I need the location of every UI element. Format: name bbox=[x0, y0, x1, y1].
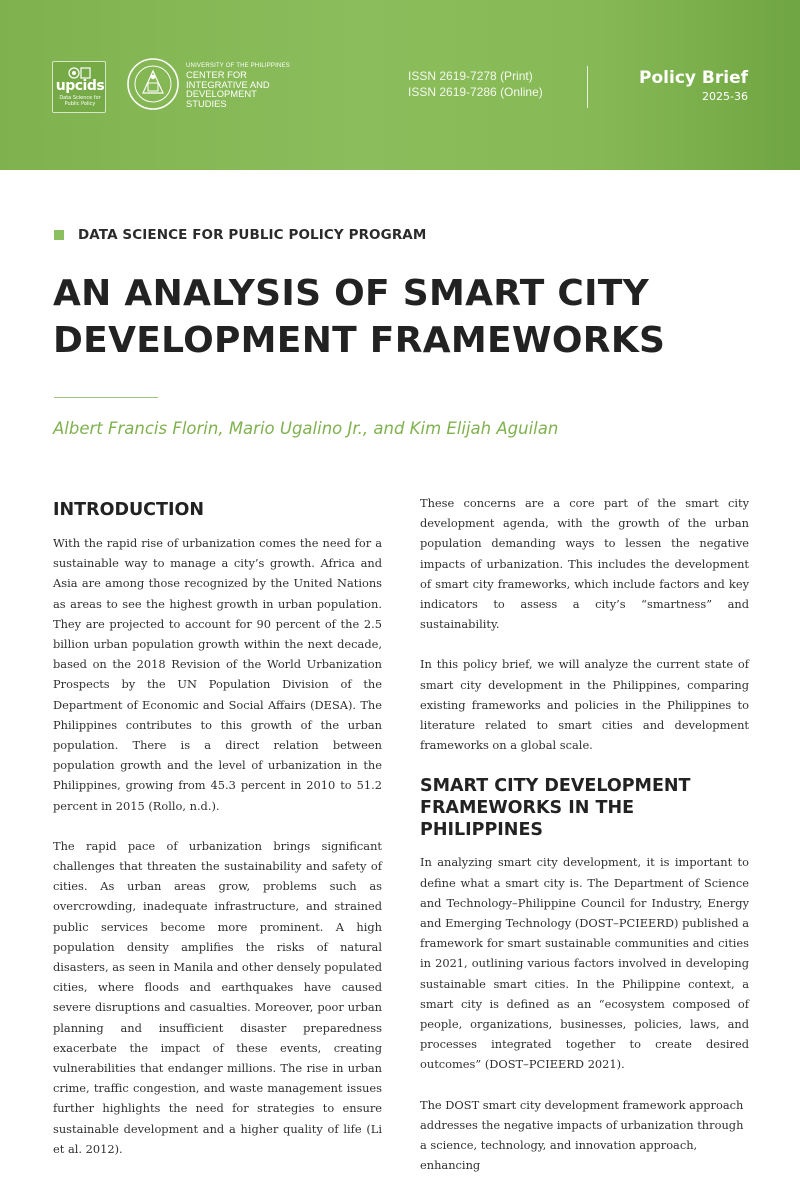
program-label bbox=[54, 227, 426, 243]
logo-word: upcids bbox=[55, 78, 105, 94]
brief-number: 2025-36 bbox=[702, 90, 748, 103]
authors: Albert Francis Florin, Mario Ugalino Jr., and Kim Elijah Aguilan bbox=[53, 419, 559, 438]
header-band bbox=[0, 0, 800, 170]
right-column bbox=[420, 496, 749, 1195]
logo-subtitle: Data Science for Public Policy bbox=[59, 95, 101, 107]
issn-block bbox=[408, 69, 578, 100]
paragraph: The rapid pace of urbanization brings significant challenges that threaten the sustainability and safety of cities. As urban areas grow, problems such as overcrowding, inadequate infrastructure, and strained public services become more prominent. A high population density amplifies the risks of natural disasters, as seen in Manila and other densely populated cities, where floods and earthquakes have caused severe disruptions and casualties. Moreover, poor urban planning and insufficient disaster preparedness exacerbate the impact of these events, creating vulnerabilities that endanger millions. The rise in urban crime, traffic congestion, and waste management issues further highlights the need for strategies to ensure sustainable development and a higher quality of life (Li et al. 2012). bbox=[53, 838, 382, 1156]
program-square-icon bbox=[54, 230, 64, 240]
title-divider bbox=[54, 397, 158, 398]
section-heading-frameworks: SMART CITY DEVELOPMENT FRAMEWORKS IN THE PHILIPPINES bbox=[420, 776, 691, 841]
page-title: AN ANALYSIS OF SMART CITY DEVELOPMENT FRAMEWORKS bbox=[53, 273, 666, 361]
header-divider bbox=[587, 66, 588, 108]
paragraph: In this policy brief, we will analyze the current state of smart city development in the Philippines, comparing existing frameworks and policies in the Philippines to literature related to smart cities and development frameworks on a global scale. bbox=[420, 657, 749, 753]
brief-title: Policy Brief bbox=[639, 68, 748, 88]
paragraph: The DOST smart city development framework approach addresses the negative impacts of urbanization through a science, technology, and innovation approach, enhancing bbox=[420, 1097, 744, 1173]
upcids-logo bbox=[52, 61, 106, 113]
paragraph: These concerns are a core part of the smart city development agenda, with the growth of the urban population demanding ways to lessen the negative impacts of urbanization. This includes the development of smart city frameworks, which include factors and key indicators to assess a city’s “smartness” and sustainability. bbox=[420, 496, 749, 632]
up-seal-icon bbox=[126, 57, 180, 111]
section-heading-introduction: INTRODUCTION bbox=[53, 500, 204, 520]
issn-print: ISSN 2619-7278 (Print) bbox=[408, 69, 533, 83]
policy-brief-block bbox=[639, 68, 748, 104]
university-name: UNIVERSITY OF THE PHILIPPINES bbox=[186, 63, 290, 69]
issn-online: ISSN 2619-7286 (Online) bbox=[408, 84, 543, 99]
paragraph: With the rapid rise of urbanization comes the need for a sustainable way to manage a city’s growth. Africa and Asia are among those recognized by the United Nations as areas to see the highest growth in urban population. They are projected to account for 90 percent of the 2.5 billion urban population growth within the next decade, based on the 2018 Revision of the World Urbanization Prospects by the UN Population Division of the Department of Economic and Social Affairs (DESA). The Philippines contributes to this growth of the urban population. There is a direct relation between population growth and the level of urbanization in the Philippines, growing from 45.3 percent in 2010 to 51.2 percent in 2015 (Rollo, n.d.). bbox=[53, 536, 382, 813]
center-name: CENTER FOR INTEGRATIVE AND DEVELOPMENT STUDIES bbox=[186, 69, 270, 109]
paragraph: In analyzing smart city development, it is important to define what a smart city is. The Department of Science and Technology–Philippine Council for Industry, Energy and Emerging Technology (DOST–PCIEERD) published a framework for smart sustainable communities and cities in 2021, outlining various factors involved in developing sustainable smart cities. In the Philippine context, a smart city is defined as an “ecosystem composed of people, organizations, businesses, policies, laws, and processes integrated together to create desired outcomes” (DOST–PCIEERD 2021). bbox=[420, 855, 749, 1072]
left-column bbox=[53, 499, 382, 1179]
cids-wordmark bbox=[186, 63, 326, 108]
program-name: DATA SCIENCE FOR PUBLIC POLICY PROGRAM bbox=[78, 227, 427, 243]
